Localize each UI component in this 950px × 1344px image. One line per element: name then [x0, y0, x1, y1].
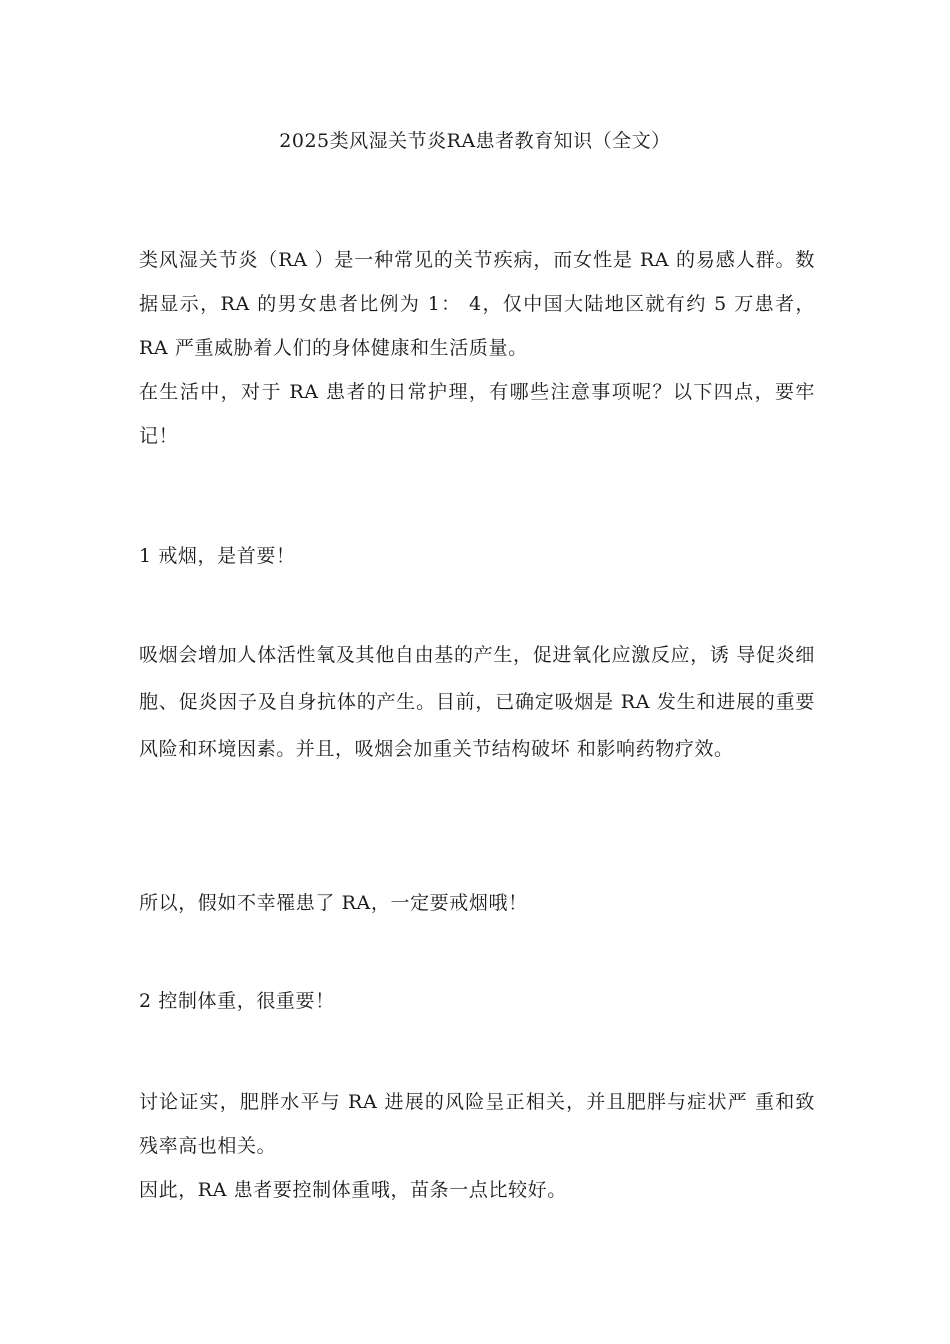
weight-advice-paragraph: 因此，RA 患者要控制体重哦，苗条一点比较好。	[139, 1179, 567, 1201]
smoking-block	[139, 632, 815, 773]
section-heading-weight-control: 2 控制体重，很重要！	[139, 990, 335, 1012]
weight-block	[139, 1080, 815, 1212]
intro-paragraph: 类风湿关节炎（RA ）是一种常见的关节疾病，而女性是 RA 的易感人群。数据显示，RA 的男女患者比例为 1： 4，仅中国大陆地区就有约 5 万患者，RA 严重威胁着人们的身体健康和生活质量。	[139, 249, 815, 359]
document-title: 2025类风湿关节炎RA患者教育知识（全文）	[279, 130, 671, 152]
smoking-paragraph: 吸烟会增加人体活性氧及其他自由基的产生，促进氧化应激反应，诱 导促炎细胞、促炎因子及自身抗体的产生。目前，已确定吸烟是 RA 发生和进展的重要风险和环境因素。并且，吸烟会加重关节结构破坏 和影响药物疗效。	[139, 644, 815, 760]
smoking-advice-block	[139, 880, 815, 927]
smoking-advice-paragraph: 所以，假如不幸罹患了 RA，一定要戒烟哦！	[139, 892, 528, 914]
section-heading-quit-smoking: 1 戒烟，是首要！	[139, 545, 296, 567]
section-2-block	[139, 978, 815, 1025]
weight-paragraph: 讨论证实，肥胖水平与 RA 进展的风险呈正相关，并且肥胖与症状严 重和致残率高也相关。	[139, 1091, 815, 1157]
section-1-block	[139, 533, 815, 580]
care-question-paragraph: 在生活中，对于 RA 患者的日常护理，有哪些注意事项呢？以下四点，要牢记！	[139, 381, 815, 447]
intro-block	[139, 238, 815, 458]
